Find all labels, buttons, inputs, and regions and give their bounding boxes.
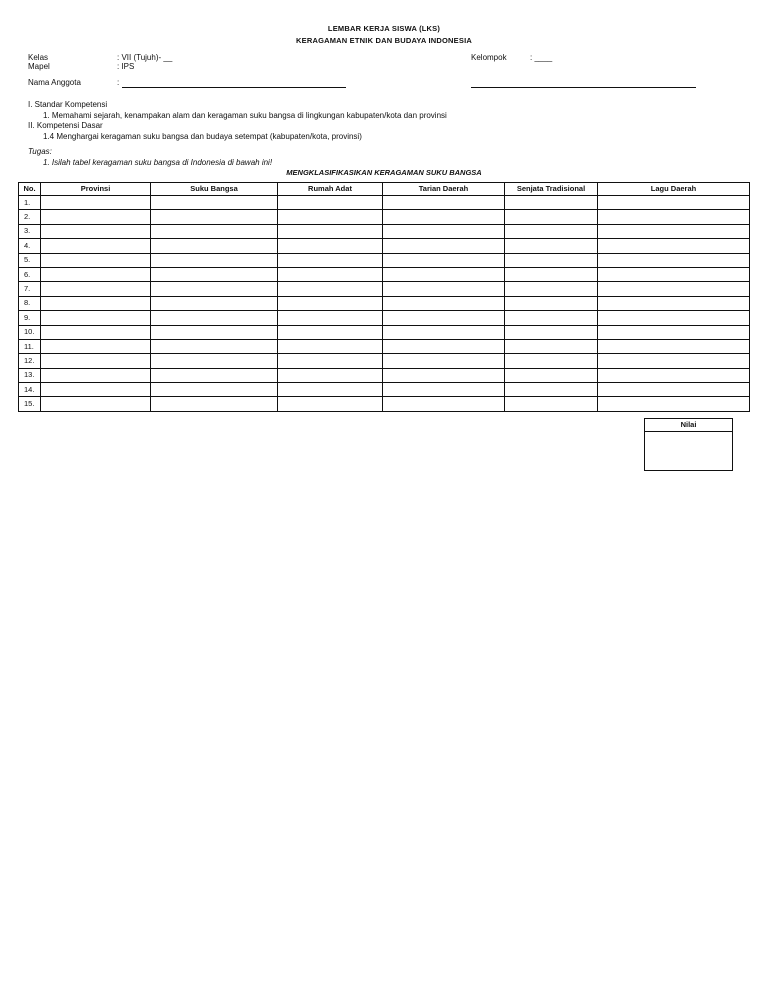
cell-tarian-daerah[interactable] bbox=[383, 239, 505, 253]
cell-rumah-adat[interactable] bbox=[278, 267, 383, 281]
row-number: 6. bbox=[19, 267, 41, 281]
cell-provinsi[interactable] bbox=[41, 311, 151, 325]
tugas-item: 1. Isilah tabel keragaman suku bangsa di Indonesia di bawah ini! bbox=[43, 158, 273, 167]
mapel-label: Mapel bbox=[28, 62, 50, 71]
cell-provinsi[interactable] bbox=[41, 397, 151, 411]
nama-anggota-label: Nama Anggota bbox=[28, 78, 81, 87]
cell-provinsi[interactable] bbox=[41, 368, 151, 382]
nama-anggota-line-1[interactable] bbox=[122, 87, 346, 88]
column-header-lagu-daerah: Lagu Daerah bbox=[598, 183, 750, 196]
cell-senjata-tradisional[interactable] bbox=[505, 339, 598, 353]
cell-suku-bangsa[interactable] bbox=[151, 196, 278, 210]
cell-provinsi[interactable] bbox=[41, 296, 151, 310]
table-row bbox=[19, 339, 750, 353]
cell-tarian-daerah[interactable] bbox=[383, 368, 505, 382]
kelas-value[interactable]: : VII (Tujuh)- __ bbox=[117, 53, 173, 62]
table-row bbox=[19, 253, 750, 267]
cell-suku-bangsa[interactable] bbox=[151, 296, 278, 310]
cell-provinsi[interactable] bbox=[41, 354, 151, 368]
cell-lagu-daerah[interactable] bbox=[598, 224, 750, 238]
table-row bbox=[19, 296, 750, 310]
cell-suku-bangsa[interactable] bbox=[151, 210, 278, 224]
column-header-senjata-tradisional: Senjata Tradisional bbox=[505, 183, 598, 196]
cell-suku-bangsa[interactable] bbox=[151, 267, 278, 281]
cell-provinsi[interactable] bbox=[41, 325, 151, 339]
kompetensi-dasar-item: 1.4 Menghargai keragaman suku bangsa dan budaya setempat (kabupaten/kota, provinsi) bbox=[43, 132, 362, 141]
cell-provinsi[interactable] bbox=[41, 253, 151, 267]
column-header-provinsi: Provinsi bbox=[41, 183, 151, 196]
row-number: 8. bbox=[19, 296, 41, 310]
cell-rumah-adat[interactable] bbox=[278, 311, 383, 325]
row-number: 3. bbox=[19, 224, 41, 238]
cell-senjata-tradisional[interactable] bbox=[505, 253, 598, 267]
cell-senjata-tradisional[interactable] bbox=[505, 224, 598, 238]
tugas-heading: Tugas: bbox=[28, 147, 52, 156]
cell-senjata-tradisional[interactable] bbox=[505, 397, 598, 411]
cell-provinsi[interactable] bbox=[41, 267, 151, 281]
row-number: 5. bbox=[19, 253, 41, 267]
cell-rumah-adat[interactable] bbox=[278, 368, 383, 382]
cell-lagu-daerah[interactable] bbox=[598, 354, 750, 368]
kelompok-label: Kelompok bbox=[471, 53, 507, 62]
row-number: 11. bbox=[19, 339, 41, 353]
kelompok-value[interactable]: : ____ bbox=[530, 53, 553, 62]
cell-tarian-daerah[interactable] bbox=[383, 210, 505, 224]
cell-suku-bangsa[interactable] bbox=[151, 383, 278, 397]
cell-provinsi[interactable] bbox=[41, 210, 151, 224]
row-number: 9. bbox=[19, 311, 41, 325]
cell-rumah-adat[interactable] bbox=[278, 397, 383, 411]
cell-rumah-adat[interactable] bbox=[278, 196, 383, 210]
cell-tarian-daerah[interactable] bbox=[383, 267, 505, 281]
cell-lagu-daerah[interactable] bbox=[598, 311, 750, 325]
cell-tarian-daerah[interactable] bbox=[383, 354, 505, 368]
cell-lagu-daerah[interactable] bbox=[598, 339, 750, 353]
cell-suku-bangsa[interactable] bbox=[151, 253, 278, 267]
cell-suku-bangsa[interactable] bbox=[151, 224, 278, 238]
cell-suku-bangsa[interactable] bbox=[151, 368, 278, 382]
cell-senjata-tradisional[interactable] bbox=[505, 296, 598, 310]
mapel-value: : IPS bbox=[117, 62, 135, 71]
table-caption: MENGKLASIFIKASIKAN KERAGAMAN SUKU BANGSA bbox=[286, 168, 482, 177]
table-row bbox=[19, 325, 750, 339]
cell-rumah-adat[interactable] bbox=[278, 210, 383, 224]
table-row bbox=[19, 239, 750, 253]
cell-provinsi[interactable] bbox=[41, 196, 151, 210]
cell-lagu-daerah[interactable] bbox=[598, 267, 750, 281]
cell-tarian-daerah[interactable] bbox=[383, 339, 505, 353]
column-header-rumah-adat: Rumah Adat bbox=[278, 183, 383, 196]
cell-senjata-tradisional[interactable] bbox=[505, 267, 598, 281]
table-row bbox=[19, 368, 750, 382]
table-header-row bbox=[19, 183, 750, 196]
cell-tarian-daerah[interactable] bbox=[383, 224, 505, 238]
kelas-label: Kelas bbox=[28, 53, 49, 62]
cell-rumah-adat[interactable] bbox=[278, 224, 383, 238]
cell-suku-bangsa[interactable] bbox=[151, 311, 278, 325]
cell-tarian-daerah[interactable] bbox=[383, 282, 505, 296]
cell-lagu-daerah[interactable] bbox=[598, 210, 750, 224]
row-number: 1. bbox=[19, 196, 41, 210]
cell-rumah-adat[interactable] bbox=[278, 239, 383, 253]
row-number: 7. bbox=[19, 282, 41, 296]
cell-lagu-daerah[interactable] bbox=[598, 397, 750, 411]
cell-suku-bangsa[interactable] bbox=[151, 325, 278, 339]
kompetensi-dasar-heading: II. Kompetensi Dasar bbox=[28, 121, 103, 130]
cell-provinsi[interactable] bbox=[41, 282, 151, 296]
cell-senjata-tradisional[interactable] bbox=[505, 354, 598, 368]
row-number: 10. bbox=[19, 325, 41, 339]
cell-lagu-daerah[interactable] bbox=[598, 196, 750, 210]
cell-rumah-adat[interactable] bbox=[278, 296, 383, 310]
cell-lagu-daerah[interactable] bbox=[598, 383, 750, 397]
cell-tarian-daerah[interactable] bbox=[383, 383, 505, 397]
table-row bbox=[19, 196, 750, 210]
cell-tarian-daerah[interactable] bbox=[383, 325, 505, 339]
row-number: 15. bbox=[19, 397, 41, 411]
cell-lagu-daerah[interactable] bbox=[598, 253, 750, 267]
cell-suku-bangsa[interactable] bbox=[151, 354, 278, 368]
column-header-tarian-daerah: Tarian Daerah bbox=[383, 183, 505, 196]
cell-tarian-daerah[interactable] bbox=[383, 296, 505, 310]
cell-lagu-daerah[interactable] bbox=[598, 239, 750, 253]
row-number: 2. bbox=[19, 210, 41, 224]
standar-kompetensi-item: 1. Memahami sejarah, kenampakan alam dan keragaman suku bangsa di lingkungan kabupaten/kota dan provinsi bbox=[43, 111, 447, 120]
standar-kompetensi-heading: I. Standar Kompetensi bbox=[28, 100, 108, 109]
cell-tarian-daerah[interactable] bbox=[383, 397, 505, 411]
table-row bbox=[19, 224, 750, 238]
cell-rumah-adat[interactable] bbox=[278, 354, 383, 368]
cell-lagu-daerah[interactable] bbox=[598, 368, 750, 382]
nilai-label: Nilai bbox=[645, 419, 732, 432]
table-row bbox=[19, 210, 750, 224]
cell-senjata-tradisional[interactable] bbox=[505, 239, 598, 253]
suku-bangsa-table bbox=[18, 182, 750, 412]
table-row bbox=[19, 383, 750, 397]
cell-lagu-daerah[interactable] bbox=[598, 282, 750, 296]
table-row bbox=[19, 282, 750, 296]
table-row bbox=[19, 354, 750, 368]
cell-lagu-daerah[interactable] bbox=[598, 325, 750, 339]
cell-rumah-adat[interactable] bbox=[278, 253, 383, 267]
cell-rumah-adat[interactable] bbox=[278, 325, 383, 339]
row-number: 12. bbox=[19, 354, 41, 368]
table-row bbox=[19, 397, 750, 411]
cell-lagu-daerah[interactable] bbox=[598, 296, 750, 310]
cell-provinsi[interactable] bbox=[41, 224, 151, 238]
cell-suku-bangsa[interactable] bbox=[151, 339, 278, 353]
cell-tarian-daerah[interactable] bbox=[383, 311, 505, 325]
cell-senjata-tradisional[interactable] bbox=[505, 368, 598, 382]
cell-senjata-tradisional[interactable] bbox=[505, 210, 598, 224]
worksheet-subtitle: KERAGAMAN ETNIK DAN BUDAYA INDONESIA bbox=[296, 36, 472, 45]
cell-suku-bangsa[interactable] bbox=[151, 282, 278, 296]
table-row bbox=[19, 267, 750, 281]
cell-suku-bangsa[interactable] bbox=[151, 239, 278, 253]
cell-rumah-adat[interactable] bbox=[278, 282, 383, 296]
cell-tarian-daerah[interactable] bbox=[383, 196, 505, 210]
table-row bbox=[19, 311, 750, 325]
cell-senjata-tradisional[interactable] bbox=[505, 282, 598, 296]
cell-senjata-tradisional[interactable] bbox=[505, 196, 598, 210]
cell-rumah-adat[interactable] bbox=[278, 339, 383, 353]
nama-anggota-colon: : bbox=[117, 78, 120, 87]
row-number: 4. bbox=[19, 239, 41, 253]
nama-anggota-line-2[interactable] bbox=[471, 87, 696, 88]
cell-provinsi[interactable] bbox=[41, 239, 151, 253]
cell-tarian-daerah[interactable] bbox=[383, 253, 505, 267]
column-header-no: No. bbox=[19, 183, 41, 196]
nilai-input-area[interactable] bbox=[645, 432, 732, 472]
cell-senjata-tradisional[interactable] bbox=[505, 383, 598, 397]
cell-senjata-tradisional[interactable] bbox=[505, 311, 598, 325]
cell-suku-bangsa[interactable] bbox=[151, 397, 278, 411]
nilai-box bbox=[644, 418, 733, 471]
cell-rumah-adat[interactable] bbox=[278, 383, 383, 397]
cell-provinsi[interactable] bbox=[41, 383, 151, 397]
cell-provinsi[interactable] bbox=[41, 339, 151, 353]
column-header-suku-bangsa: Suku Bangsa bbox=[151, 183, 278, 196]
row-number: 14. bbox=[19, 383, 41, 397]
cell-senjata-tradisional[interactable] bbox=[505, 325, 598, 339]
row-number: 13. bbox=[19, 368, 41, 382]
worksheet-title: LEMBAR KERJA SISWA (LKS) bbox=[327, 24, 441, 33]
